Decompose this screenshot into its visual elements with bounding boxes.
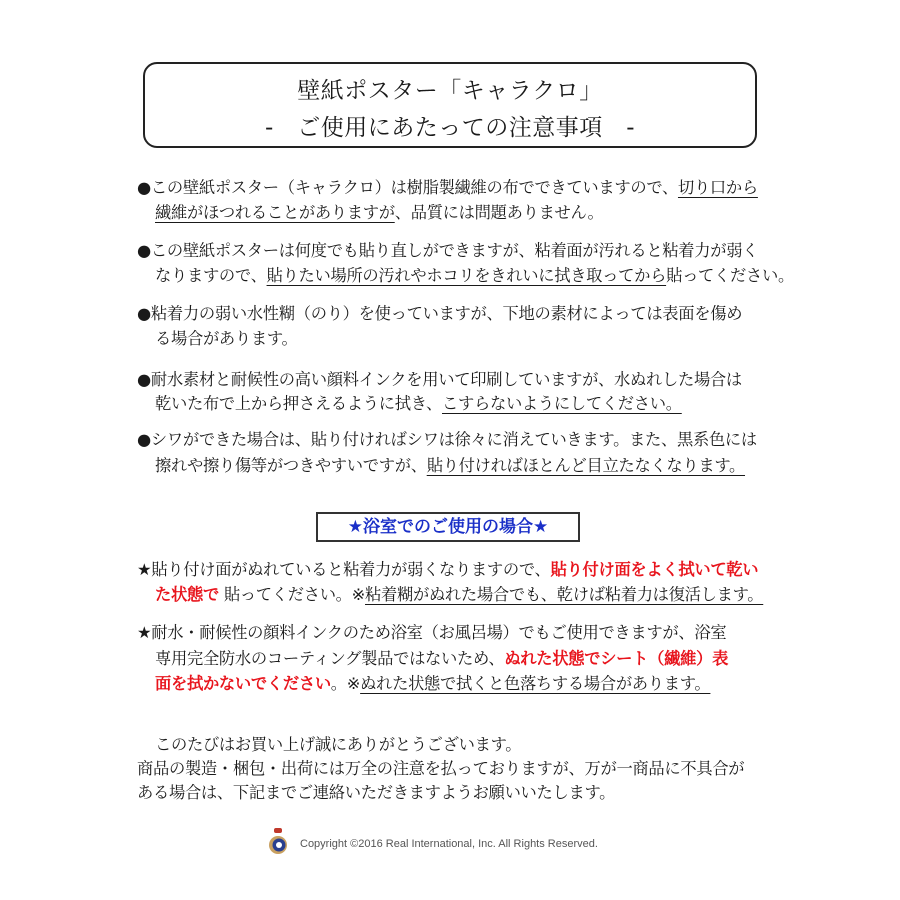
note-text: 擦れや擦り傷等がつきやすいですが、	[155, 456, 427, 475]
note-text: 貼ってください。	[666, 266, 794, 285]
note-line	[137, 560, 758, 580]
page-subtitle: - ご使用にあたっての注意事項 -	[264, 115, 636, 141]
note-text: る場合があります。	[155, 329, 298, 348]
note-text: ●この壁紙ポスター（キャラクロ）は樹脂製繊維の布でできていますので、	[137, 178, 678, 197]
underlined-text: 切り口から	[677, 178, 758, 197]
emphasis-text: た状態で	[155, 585, 219, 604]
closing-line: このたびはお買い上げ誠にありがとうございます。	[155, 735, 522, 754]
emphasis-text: ぬれた状態でシート（繊維）表	[504, 649, 729, 668]
note-text: ★貼り付け面がぬれていると粘着力が弱くなりますので、	[137, 560, 551, 579]
note-line	[137, 178, 758, 198]
note-line	[155, 585, 763, 605]
note-text: ●シワができた場合は、貼り付ければシワは徐々に消えていきます。また、黒系色には	[137, 430, 757, 449]
note-text: ★耐水・耐候性の顔料インクのため浴室（お風呂場）でもご使用できますが、浴室	[137, 623, 727, 642]
note-text: 専用完全防水のコーティング製品ではないため、	[155, 649, 505, 668]
page-title: 壁紙ポスター「キャラクロ」	[297, 78, 603, 104]
underlined-text: ぬれた状態で拭くと色落ちする場合があります。	[360, 674, 711, 693]
note-text: ●粘着力の弱い水性糊（のり）を使っていますが、下地の素材によっては表面を傷め	[137, 304, 743, 323]
closing-line: ある場合は、下記までご連絡いただきますようお願いいたします。	[137, 783, 616, 802]
note-text: ●耐水素材と耐候性の高い顔料インクを用いて印刷していますが、水ぬれした場合は	[137, 370, 742, 389]
note-line	[155, 329, 298, 349]
underlined-text: 貼り付ければほとんど目立たなくなります。	[426, 456, 746, 475]
note-line	[155, 649, 728, 669]
note-line	[155, 674, 710, 694]
underlined-text: 繊維がほつれることがありますが	[155, 203, 395, 222]
company-logo-icon	[268, 827, 288, 857]
note-line	[155, 456, 745, 476]
note-text: 、品質には問題ありません。	[394, 203, 604, 222]
note-text: 乾いた布で上から押さえるように拭き、	[155, 394, 443, 413]
note-line	[155, 203, 603, 223]
note-text: なりますので、	[155, 266, 267, 285]
copyright-text: Copyright ©2016 Real International, Inc. All Rights Reserved.	[300, 838, 598, 850]
note-line	[137, 623, 726, 643]
underlined-text: こすらないようにしてください。	[442, 394, 682, 413]
note-line	[137, 370, 742, 390]
bath-heading: ★浴室でのご使用の場合★	[316, 512, 580, 542]
emphasis-text: 貼り付け面をよく拭いて乾い	[550, 560, 759, 579]
title-box	[143, 62, 757, 148]
note-text: ●この壁紙ポスターは何度でも貼り直しができますが、粘着面が汚れると粘着力が弱く	[137, 241, 759, 260]
note-text: 貼ってください。※	[218, 585, 366, 604]
underlined-text: 貼りたい場所の汚れやホコリをきれいに拭き取ってから	[266, 266, 667, 285]
note-line	[137, 430, 757, 450]
note-text: 。※	[330, 674, 361, 693]
emphasis-text: 面を拭かないでください	[155, 674, 331, 693]
closing-line: 商品の製造・梱包・出荷には万全の注意を払っておりますが、万が一商品に不具合が	[137, 759, 745, 778]
note-line	[155, 266, 794, 286]
note-line	[137, 304, 742, 324]
underlined-text: 粘着糊がぬれた場合でも、乾けば粘着力は復活します。	[365, 585, 764, 604]
note-line	[155, 394, 682, 414]
note-line	[137, 241, 758, 261]
